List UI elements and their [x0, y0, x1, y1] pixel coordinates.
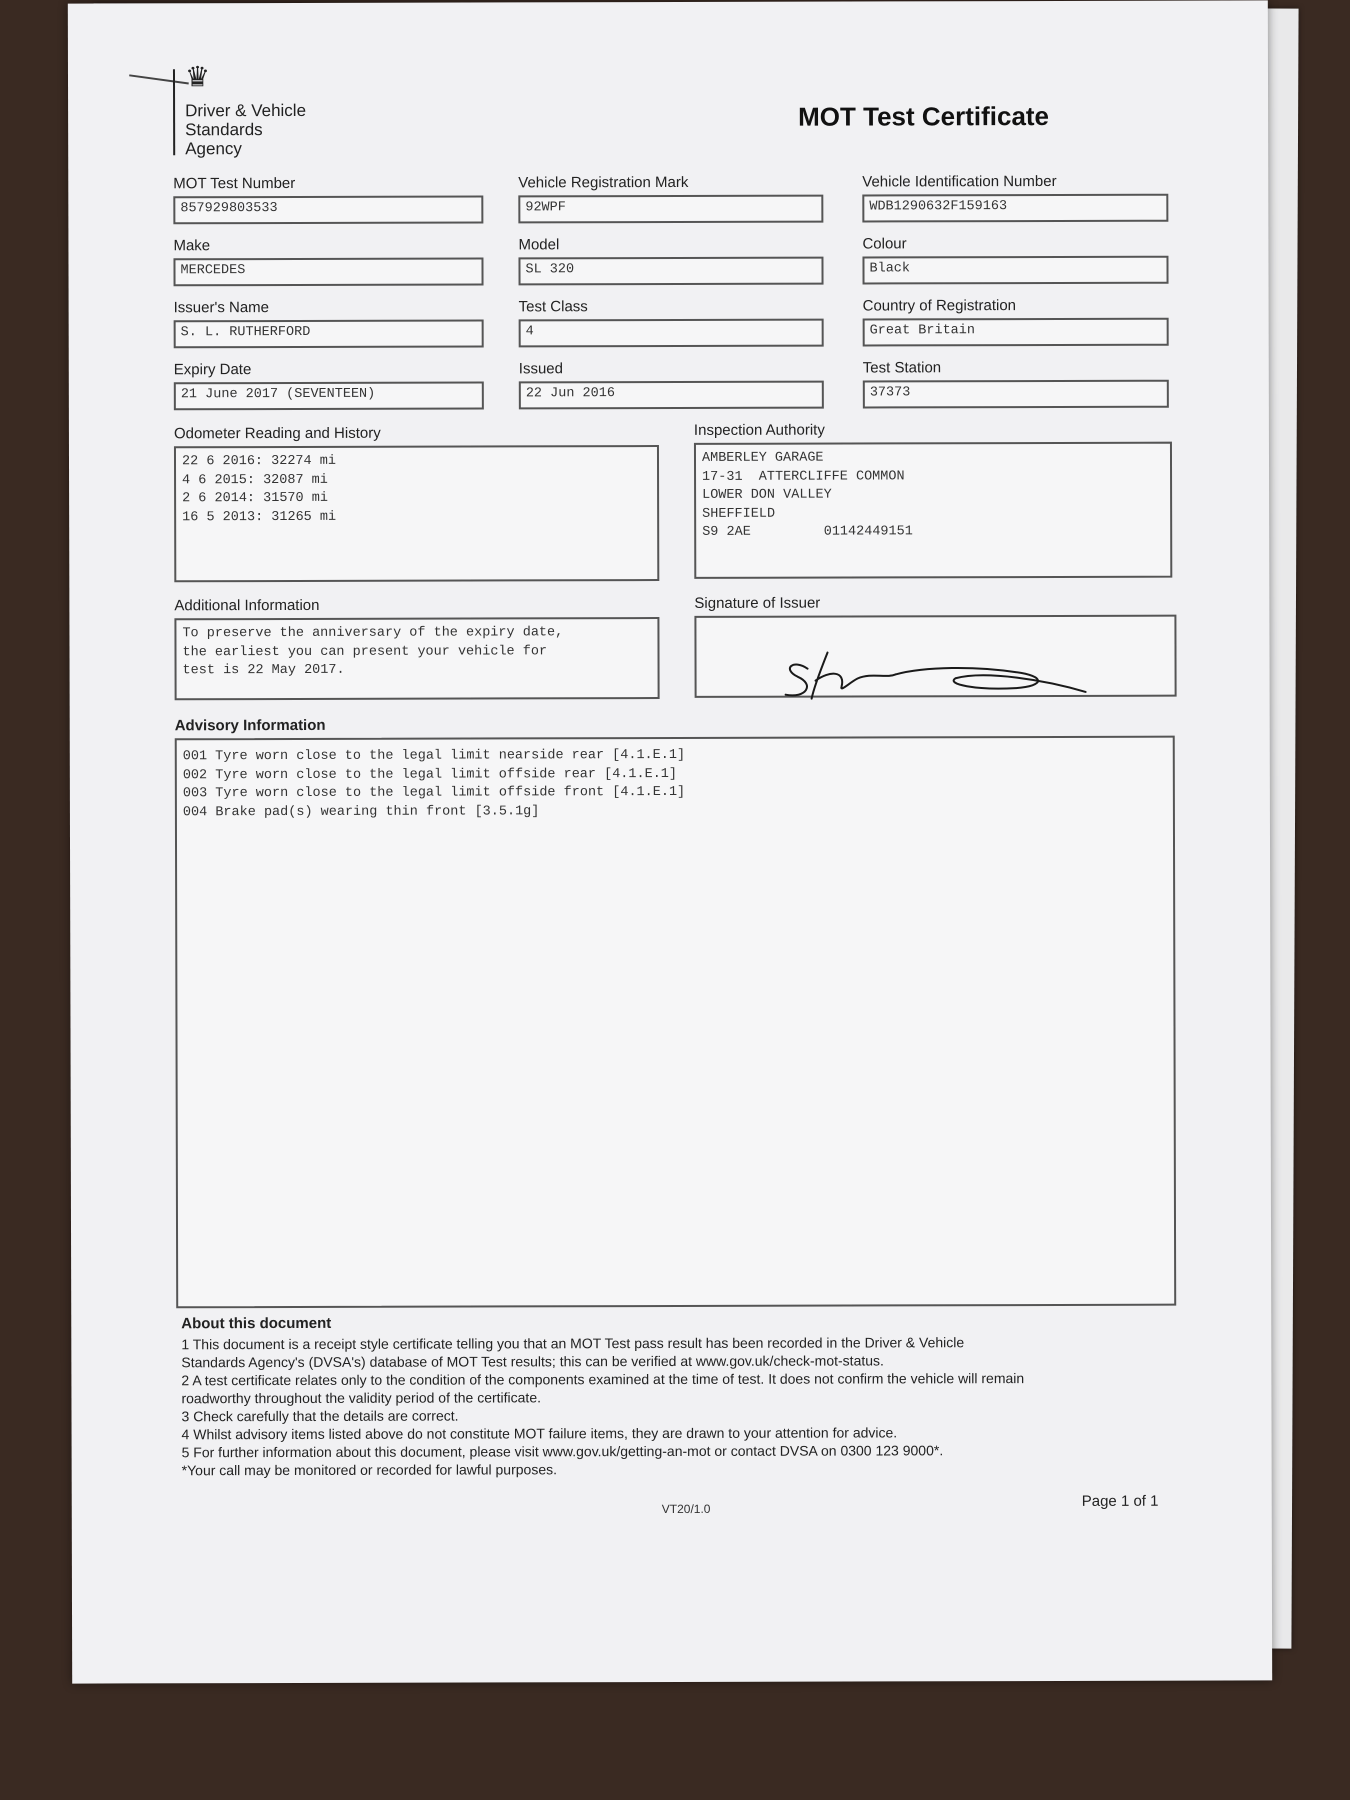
about-line: 2 A test certificate relates only to the condition of the components examined at the time of test. It does not confirm the vehicle will remain	[181, 1370, 1025, 1389]
field-test-station	[863, 359, 1169, 409]
signature-label: Signature of Issuer	[694, 594, 821, 612]
royal-crest-icon: ♛	[184, 61, 211, 93]
advisory-line: 001 Tyre worn close to the legal limit nearside rear [4.1.E.1]	[182, 747, 686, 765]
signature-box	[694, 615, 1176, 698]
expiry-date-value: 21 June 2017 (SEVENTEEN)	[174, 381, 484, 410]
about-section	[181, 1313, 1181, 1480]
certificate-page	[68, 0, 1272, 1683]
odometer-section	[174, 424, 659, 582]
field-vin	[862, 173, 1168, 223]
inspection-authority-section	[694, 421, 1172, 579]
colour-label: Colour	[862, 235, 907, 253]
advisory-line: 003 Tyre worn close to the legal limit offside front [4.1.E.1]	[182, 784, 686, 802]
vin-value: WDB1290632F159163	[862, 194, 1168, 223]
vrm-value: 92WPF	[518, 195, 823, 224]
inspection-authority-label: Inspection Authority	[693, 421, 825, 439]
issuer-signature-icon	[745, 632, 1223, 711]
test-number-label: MOT Test Number	[173, 174, 296, 193]
odometer-box	[174, 445, 659, 582]
country-label: Country of Registration	[862, 297, 1017, 315]
additional-information-box	[174, 617, 659, 700]
model-label: Model	[518, 236, 560, 254]
vrm-label: Vehicle Registration Mark	[518, 173, 689, 192]
authority-line: LOWER DON VALLEY	[702, 487, 832, 503]
about-line: 4 Whilst advisory items listed above do not constitute MOT failure items, they are drawn to your attention for advice.	[181, 1424, 898, 1443]
paper-crease	[127, 74, 189, 98]
about-line: roadworthy throughout the validity period of the certificate.	[181, 1389, 542, 1407]
about-line: *Your call may be monitored or recorded for lawful purposes.	[181, 1461, 558, 1479]
additional-information-label: Additional Information	[174, 596, 320, 615]
expiry-date-label: Expiry Date	[173, 361, 252, 379]
about-line: Standards Agency's (DVSA's) database of MOT Test results; this can be verified at www.gov.uk/check-mot-status.	[181, 1352, 884, 1371]
agency-line-3: Agency	[185, 139, 242, 159]
issued-value: 22 Jun 2016	[519, 381, 824, 410]
vin-label: Vehicle Identification Number	[862, 172, 1057, 191]
authority-line: AMBERLEY GARAGE	[701, 450, 824, 466]
country-value: Great Britain	[863, 318, 1169, 347]
agency-line-1: Driver & Vehicle	[185, 100, 307, 121]
additional-information-section	[174, 596, 659, 700]
agency-name	[185, 101, 306, 158]
about-line: 5 For further information about this document, please visit www.gov.uk/getting-an-mot or contact DVSA on 0300 123 9000*.	[181, 1442, 944, 1461]
test-class-label: Test Class	[518, 298, 588, 316]
test-class-value: 4	[519, 319, 824, 348]
document-title: MOT Test Certificate	[798, 101, 1050, 132]
field-colour	[862, 235, 1168, 285]
about-line: 1 This document is a receipt style certificate telling you that an MOT Test pass result has been recorded in the Driver & Vehicle	[181, 1334, 965, 1353]
logo-rule	[173, 69, 175, 155]
make-label: Make	[173, 237, 211, 255]
authority-line: SHEFFIELD	[702, 506, 776, 522]
additional-line: test is 22 May 2017.	[182, 662, 345, 679]
inspection-authority-box	[694, 442, 1172, 579]
issuer-name-value: S. L. RUTHERFORD	[174, 319, 484, 348]
advisory-box	[175, 736, 1176, 1309]
field-issuer-name	[174, 298, 484, 348]
issuer-name-label: Issuer's Name	[173, 299, 270, 317]
about-heading: About this document	[181, 1314, 332, 1333]
colour-value: Black	[862, 256, 1168, 285]
test-number-value: 857929803533	[173, 195, 483, 224]
advisory-line: 002 Tyre worn close to the legal limit offside rear [4.1.E.1]	[182, 766, 678, 783]
additional-line: To preserve the anniversary of the expiry date,	[182, 625, 564, 642]
odometer-line: 16 5 2013: 31265 mi	[182, 509, 337, 525]
field-test-class	[519, 298, 824, 348]
about-line: 3 Check carefully that the details are correct.	[181, 1407, 459, 1425]
field-expiry-date	[174, 360, 484, 410]
field-test-number	[173, 174, 483, 224]
authority-line: S9 2AE 01142449151	[702, 524, 913, 540]
page-number: Page 1 of 1	[1081, 1492, 1159, 1510]
odometer-line: 4 6 2015: 32087 mi	[182, 472, 328, 488]
field-country	[863, 297, 1169, 347]
advisory-section	[175, 715, 1177, 1309]
model-value: SL 320	[518, 257, 823, 286]
signature-section	[694, 594, 1176, 698]
odometer-label: Odometer Reading and History	[173, 424, 381, 443]
odometer-line: 2 6 2014: 31570 mi	[182, 490, 328, 507]
issued-label: Issued	[518, 360, 563, 378]
make-value: MERCEDES	[173, 257, 483, 286]
test-station-label: Test Station	[862, 359, 942, 377]
agency-line-2: Standards	[185, 120, 263, 140]
field-issued	[519, 360, 824, 410]
authority-line: 17-31 ATTERCLIFFE COMMON	[702, 468, 905, 485]
test-station-value: 37373	[863, 380, 1169, 409]
advisory-label: Advisory Information	[174, 716, 326, 735]
form-code: VT20/1.0	[661, 1501, 711, 1517]
additional-line: the earliest you can present your vehicle for	[182, 643, 548, 660]
odometer-line: 22 6 2016: 32274 mi	[181, 453, 336, 470]
field-model	[518, 236, 823, 286]
field-make	[173, 236, 483, 286]
field-vrm	[518, 174, 823, 224]
advisory-line: 004 Brake pad(s) wearing thin front [3.5.1g]	[182, 803, 540, 820]
